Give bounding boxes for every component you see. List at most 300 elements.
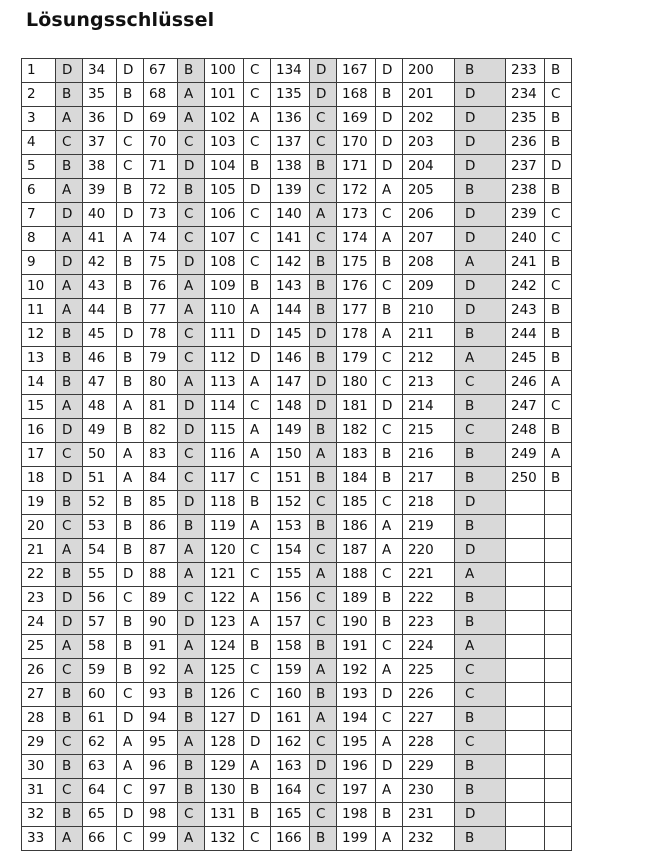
answer-letter: D xyxy=(56,419,83,443)
question-number: 104 xyxy=(205,155,244,179)
answer-letter: D xyxy=(56,59,83,83)
question-number: 136 xyxy=(271,107,310,131)
question-number: 52 xyxy=(83,491,117,515)
question-number: 190 xyxy=(337,611,376,635)
answer-letter: B xyxy=(117,635,144,659)
answer-letter: D xyxy=(455,299,506,323)
question-number: 187 xyxy=(337,539,376,563)
answer-letter: B xyxy=(376,251,403,275)
question-number: 24 xyxy=(22,611,56,635)
answer-letter: A xyxy=(376,827,403,851)
answer-letter: D xyxy=(178,419,205,443)
question-number: 153 xyxy=(271,515,310,539)
answer-letter xyxy=(545,707,572,731)
question-number: 244 xyxy=(506,323,545,347)
question-number: 170 xyxy=(337,131,376,155)
question-number: 54 xyxy=(83,539,117,563)
answer-letter: C xyxy=(178,347,205,371)
answer-letter: C xyxy=(310,587,337,611)
answer-letter: D xyxy=(310,59,337,83)
question-number: 109 xyxy=(205,275,244,299)
answer-letter: B xyxy=(178,707,205,731)
question-number: 102 xyxy=(205,107,244,131)
answer-letter: C xyxy=(117,827,144,851)
answer-letter: D xyxy=(376,683,403,707)
question-number: 50 xyxy=(83,443,117,467)
question-number: 238 xyxy=(506,179,545,203)
question-number: 3 xyxy=(22,107,56,131)
question-number: 135 xyxy=(271,83,310,107)
answer-letter: D xyxy=(56,251,83,275)
answer-letter: C xyxy=(178,443,205,467)
answer-letter: B xyxy=(244,491,271,515)
question-number: 99 xyxy=(144,827,178,851)
question-number: 220 xyxy=(403,539,455,563)
question-number: 11 xyxy=(22,299,56,323)
question-number: 139 xyxy=(271,179,310,203)
question-number: 7 xyxy=(22,203,56,227)
answer-letter: B xyxy=(178,755,205,779)
answer-letter: A xyxy=(310,707,337,731)
answer-letter: D xyxy=(117,323,144,347)
question-number: 88 xyxy=(144,563,178,587)
question-number: 154 xyxy=(271,539,310,563)
answer-letter: C xyxy=(545,203,572,227)
question-number: 47 xyxy=(83,371,117,395)
answer-row xyxy=(22,539,572,563)
answer-letter: C xyxy=(56,515,83,539)
question-number: 204 xyxy=(403,155,455,179)
answer-letter: A xyxy=(244,107,271,131)
answer-letter: C xyxy=(244,83,271,107)
question-number: 85 xyxy=(144,491,178,515)
answer-row xyxy=(22,275,572,299)
question-number: 1 xyxy=(22,59,56,83)
question-number: 206 xyxy=(403,203,455,227)
question-number: 210 xyxy=(403,299,455,323)
answer-letter: B xyxy=(310,347,337,371)
answer-row xyxy=(22,563,572,587)
question-number: 172 xyxy=(337,179,376,203)
question-number: 56 xyxy=(83,587,117,611)
answer-letter: C xyxy=(376,635,403,659)
question-number: 87 xyxy=(144,539,178,563)
answer-letter: B xyxy=(310,635,337,659)
question-number xyxy=(506,683,545,707)
answer-letter: A xyxy=(545,371,572,395)
question-number: 184 xyxy=(337,467,376,491)
answer-letter: B xyxy=(117,539,144,563)
answer-letter: B xyxy=(455,395,506,419)
answer-row xyxy=(22,803,572,827)
answer-letter: D xyxy=(455,107,506,131)
question-number: 37 xyxy=(83,131,117,155)
answer-letter: B xyxy=(244,803,271,827)
answer-letter: B xyxy=(455,587,506,611)
answer-letter: C xyxy=(376,563,403,587)
answer-letter: C xyxy=(244,203,271,227)
answer-letter: D xyxy=(455,275,506,299)
answer-letter: B xyxy=(178,779,205,803)
answer-letter: D xyxy=(376,107,403,131)
answer-letter: C xyxy=(117,131,144,155)
answer-letter: D xyxy=(455,539,506,563)
answer-letter: B xyxy=(117,251,144,275)
question-number: 79 xyxy=(144,347,178,371)
answer-letter: D xyxy=(117,563,144,587)
question-number: 117 xyxy=(205,467,244,491)
answer-letter: D xyxy=(178,395,205,419)
question-number: 240 xyxy=(506,227,545,251)
question-number: 31 xyxy=(22,779,56,803)
question-number: 62 xyxy=(83,731,117,755)
answer-row xyxy=(22,491,572,515)
answer-letter: B xyxy=(117,659,144,683)
answer-letter: C xyxy=(244,227,271,251)
question-number: 84 xyxy=(144,467,178,491)
question-number xyxy=(506,539,545,563)
answer-letter: A xyxy=(455,251,506,275)
question-number: 112 xyxy=(205,347,244,371)
question-number: 12 xyxy=(22,323,56,347)
question-number: 143 xyxy=(271,275,310,299)
question-number: 235 xyxy=(506,107,545,131)
answer-letter: B xyxy=(178,683,205,707)
answer-letter: D xyxy=(56,587,83,611)
question-number: 212 xyxy=(403,347,455,371)
question-number: 119 xyxy=(205,515,244,539)
question-number: 64 xyxy=(83,779,117,803)
answer-letter: A xyxy=(455,635,506,659)
answer-letter: A xyxy=(310,563,337,587)
answer-letter: A xyxy=(117,755,144,779)
answer-letter: B xyxy=(545,467,572,491)
answer-letter xyxy=(545,491,572,515)
answer-row xyxy=(22,827,572,851)
answer-letter: D xyxy=(244,347,271,371)
answer-letter: D xyxy=(310,395,337,419)
question-number xyxy=(506,491,545,515)
question-number: 27 xyxy=(22,683,56,707)
answer-letter: A xyxy=(117,227,144,251)
answer-row xyxy=(22,707,572,731)
question-number: 25 xyxy=(22,635,56,659)
question-number: 77 xyxy=(144,299,178,323)
answer-letter: A xyxy=(376,731,403,755)
question-number: 74 xyxy=(144,227,178,251)
question-number: 199 xyxy=(337,827,376,851)
answer-row xyxy=(22,683,572,707)
question-number: 115 xyxy=(205,419,244,443)
question-number xyxy=(506,731,545,755)
answer-letter: A xyxy=(178,659,205,683)
answer-letter: C xyxy=(545,275,572,299)
answer-letter: C xyxy=(310,539,337,563)
question-number: 28 xyxy=(22,707,56,731)
question-number: 81 xyxy=(144,395,178,419)
answer-letter: D xyxy=(455,83,506,107)
question-number: 171 xyxy=(337,155,376,179)
question-number: 69 xyxy=(144,107,178,131)
question-number: 194 xyxy=(337,707,376,731)
answer-row xyxy=(22,371,572,395)
answer-letter: A xyxy=(455,563,506,587)
question-number: 141 xyxy=(271,227,310,251)
answer-row xyxy=(22,251,572,275)
question-number: 142 xyxy=(271,251,310,275)
answer-letter: B xyxy=(455,827,506,851)
question-number: 121 xyxy=(205,563,244,587)
answer-letter: C xyxy=(310,779,337,803)
answer-letter: B xyxy=(455,179,506,203)
answer-letter xyxy=(545,803,572,827)
answer-letter: C xyxy=(455,731,506,755)
question-number: 20 xyxy=(22,515,56,539)
answer-letter: C xyxy=(310,803,337,827)
answer-letter: B xyxy=(178,515,205,539)
question-number: 75 xyxy=(144,251,178,275)
answer-letter: A xyxy=(56,275,83,299)
answer-letter: C xyxy=(376,347,403,371)
answer-letter: D xyxy=(117,707,144,731)
question-number: 236 xyxy=(506,131,545,155)
question-number: 38 xyxy=(83,155,117,179)
question-number: 221 xyxy=(403,563,455,587)
answer-row xyxy=(22,467,572,491)
question-number: 43 xyxy=(83,275,117,299)
question-number: 58 xyxy=(83,635,117,659)
question-number: 228 xyxy=(403,731,455,755)
question-number: 211 xyxy=(403,323,455,347)
answer-letter: B xyxy=(376,299,403,323)
question-number: 181 xyxy=(337,395,376,419)
question-number: 159 xyxy=(271,659,310,683)
answer-letter: D xyxy=(56,467,83,491)
question-number: 55 xyxy=(83,563,117,587)
answer-row xyxy=(22,419,572,443)
question-number xyxy=(506,827,545,851)
answer-letter: A xyxy=(244,755,271,779)
question-number: 45 xyxy=(83,323,117,347)
answer-letter: C xyxy=(56,731,83,755)
answer-letter: B xyxy=(117,371,144,395)
question-number: 9 xyxy=(22,251,56,275)
question-number: 98 xyxy=(144,803,178,827)
question-number: 183 xyxy=(337,443,376,467)
answer-letter xyxy=(545,827,572,851)
answer-letter xyxy=(545,611,572,635)
question-number: 167 xyxy=(337,59,376,83)
answer-letter: C xyxy=(244,827,271,851)
answer-letter: C xyxy=(244,659,271,683)
answer-letter: B xyxy=(56,323,83,347)
answer-letter: A xyxy=(56,107,83,131)
answer-letter: A xyxy=(376,515,403,539)
answer-letter: A xyxy=(56,299,83,323)
answer-letter: D xyxy=(376,131,403,155)
question-number: 164 xyxy=(271,779,310,803)
answer-letter: D xyxy=(376,155,403,179)
answer-letter: B xyxy=(310,299,337,323)
answer-letter: B xyxy=(178,59,205,83)
answer-letter: A xyxy=(244,443,271,467)
question-number: 2 xyxy=(22,83,56,107)
answer-letter: C xyxy=(117,683,144,707)
answer-row xyxy=(22,227,572,251)
question-number: 21 xyxy=(22,539,56,563)
answer-row xyxy=(22,755,572,779)
question-number: 144 xyxy=(271,299,310,323)
question-number: 107 xyxy=(205,227,244,251)
answer-letter: C xyxy=(178,587,205,611)
answer-letter: B xyxy=(117,179,144,203)
question-number: 197 xyxy=(337,779,376,803)
question-number: 10 xyxy=(22,275,56,299)
question-number: 26 xyxy=(22,659,56,683)
answer-letter: D xyxy=(310,83,337,107)
answer-letter: B xyxy=(56,563,83,587)
answer-letter: D xyxy=(117,59,144,83)
answer-letter: B xyxy=(376,803,403,827)
question-number: 147 xyxy=(271,371,310,395)
question-number: 222 xyxy=(403,587,455,611)
answer-letter: C xyxy=(244,539,271,563)
answer-row xyxy=(22,443,572,467)
question-number: 160 xyxy=(271,683,310,707)
question-number: 130 xyxy=(205,779,244,803)
question-number: 63 xyxy=(83,755,117,779)
answer-letter: C xyxy=(244,131,271,155)
answer-letter: B xyxy=(117,83,144,107)
answer-letter: B xyxy=(178,179,205,203)
question-number: 73 xyxy=(144,203,178,227)
question-number: 83 xyxy=(144,443,178,467)
answer-letter: B xyxy=(244,779,271,803)
question-number: 108 xyxy=(205,251,244,275)
question-number: 233 xyxy=(506,59,545,83)
answer-letter: B xyxy=(545,323,572,347)
question-number: 18 xyxy=(22,467,56,491)
answer-letter: A xyxy=(178,275,205,299)
answer-letter: C xyxy=(455,683,506,707)
answer-letter: A xyxy=(376,779,403,803)
question-number: 217 xyxy=(403,467,455,491)
question-number: 239 xyxy=(506,203,545,227)
answer-row xyxy=(22,395,572,419)
question-number: 151 xyxy=(271,467,310,491)
answer-row xyxy=(22,347,572,371)
question-number: 59 xyxy=(83,659,117,683)
answer-letter: D xyxy=(117,803,144,827)
question-number: 101 xyxy=(205,83,244,107)
question-number: 152 xyxy=(271,491,310,515)
question-number: 49 xyxy=(83,419,117,443)
answer-letter: A xyxy=(178,299,205,323)
question-number: 134 xyxy=(271,59,310,83)
question-number: 191 xyxy=(337,635,376,659)
question-number: 5 xyxy=(22,155,56,179)
answer-letter: C xyxy=(178,803,205,827)
question-number: 229 xyxy=(403,755,455,779)
question-number: 96 xyxy=(144,755,178,779)
answer-letter: C xyxy=(117,779,144,803)
answer-letter: C xyxy=(244,59,271,83)
question-number: 188 xyxy=(337,563,376,587)
question-number: 168 xyxy=(337,83,376,107)
question-number: 111 xyxy=(205,323,244,347)
answer-letter: A xyxy=(244,419,271,443)
answer-letter: B xyxy=(56,155,83,179)
answer-letter: B xyxy=(56,707,83,731)
question-number: 175 xyxy=(337,251,376,275)
answer-letter: B xyxy=(310,515,337,539)
answer-letter: D xyxy=(56,611,83,635)
question-number: 80 xyxy=(144,371,178,395)
question-number: 36 xyxy=(83,107,117,131)
question-number: 241 xyxy=(506,251,545,275)
question-number: 189 xyxy=(337,587,376,611)
answer-letter: D xyxy=(310,323,337,347)
answer-letter: C xyxy=(455,419,506,443)
answer-letter: C xyxy=(310,179,337,203)
answer-letter: A xyxy=(117,395,144,419)
question-number: 41 xyxy=(83,227,117,251)
answer-letter: A xyxy=(455,347,506,371)
answer-letter: D xyxy=(455,131,506,155)
question-number: 243 xyxy=(506,299,545,323)
answer-letter: A xyxy=(376,539,403,563)
answer-letter xyxy=(545,539,572,563)
answer-letter: B xyxy=(56,755,83,779)
answer-letter: B xyxy=(545,347,572,371)
answer-letter: A xyxy=(376,323,403,347)
answer-row xyxy=(22,515,572,539)
answer-letter: D xyxy=(178,155,205,179)
question-number: 68 xyxy=(144,83,178,107)
answer-letter: B xyxy=(310,827,337,851)
answer-letter: C xyxy=(545,395,572,419)
answer-letter: C xyxy=(310,611,337,635)
answer-letter: A xyxy=(244,371,271,395)
answer-letter: B xyxy=(376,587,403,611)
question-number: 138 xyxy=(271,155,310,179)
answer-letter: C xyxy=(376,275,403,299)
question-number: 198 xyxy=(337,803,376,827)
answer-letter: C xyxy=(455,371,506,395)
question-number xyxy=(506,707,545,731)
question-number: 110 xyxy=(205,299,244,323)
answer-letter: C xyxy=(376,203,403,227)
question-number: 208 xyxy=(403,251,455,275)
question-number: 51 xyxy=(83,467,117,491)
question-number: 186 xyxy=(337,515,376,539)
question-number: 16 xyxy=(22,419,56,443)
question-number xyxy=(506,611,545,635)
answer-letter: A xyxy=(56,635,83,659)
answer-letter: B xyxy=(56,803,83,827)
answer-letter: B xyxy=(117,275,144,299)
question-number: 230 xyxy=(403,779,455,803)
question-number: 196 xyxy=(337,755,376,779)
answer-letter: B xyxy=(244,155,271,179)
question-number: 145 xyxy=(271,323,310,347)
question-number: 182 xyxy=(337,419,376,443)
question-number: 158 xyxy=(271,635,310,659)
answer-row xyxy=(22,155,572,179)
answer-letter: A xyxy=(178,371,205,395)
answer-letter: D xyxy=(455,155,506,179)
answer-letter: B xyxy=(545,299,572,323)
